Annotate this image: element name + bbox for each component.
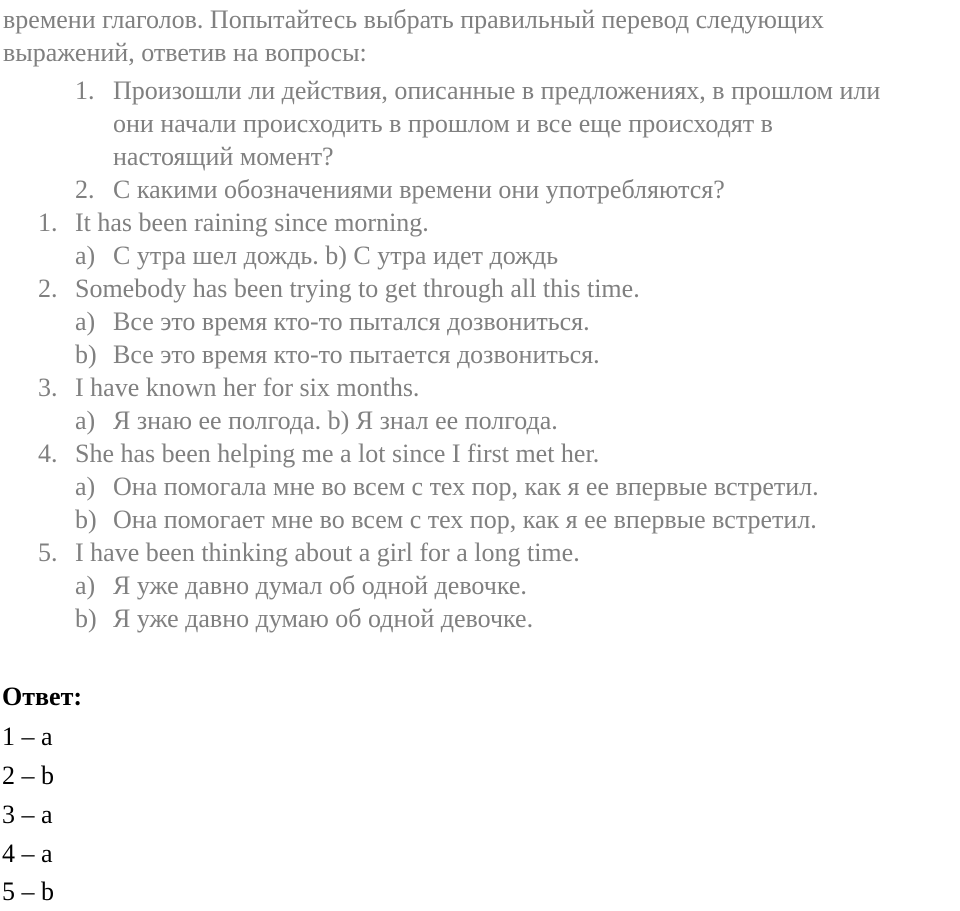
option-text: Все это время кто-то пытался дозвониться. bbox=[113, 307, 590, 336]
answer-heading: Ответ: bbox=[2, 682, 83, 711]
option-marker: a) bbox=[75, 307, 96, 336]
exercise-sentence: It has been raining since morning. bbox=[75, 208, 429, 237]
question-text: они начали происходить в прошлом и все еще происходят в bbox=[113, 109, 773, 138]
exercise-sentence: She has been helping me a lot since I first met her. bbox=[75, 439, 600, 468]
option-marker: a) bbox=[75, 406, 96, 435]
answer-item: 4 – a bbox=[2, 839, 53, 868]
option-marker: b) bbox=[75, 505, 97, 534]
answer-item: 2 – b bbox=[2, 761, 54, 790]
question-number: 2. bbox=[75, 175, 95, 204]
answer-item: 3 – a bbox=[2, 800, 53, 829]
option-marker: a) bbox=[75, 571, 96, 600]
option-text: Я знаю ее полгода. b) Я знал ее полгода. bbox=[113, 406, 558, 435]
question-text: настоящий момент? bbox=[113, 142, 334, 171]
option-text: Я уже давно думал об одной девочке. bbox=[113, 571, 527, 600]
option-text: Все это время кто-то пытается дозвониться. bbox=[113, 340, 600, 369]
option-text: Она помогает мне во всем с тех пор, как я ее впервые встретил. bbox=[113, 505, 817, 534]
question-number: 1. bbox=[75, 76, 95, 105]
intro-line-1: времени глаголов. Попытайтесь выбрать правильный перевод следующих bbox=[3, 5, 824, 34]
option-marker: a) bbox=[75, 241, 96, 270]
exercise-sentence: Somebody has been trying to get through all this time. bbox=[75, 274, 640, 303]
exercise-number: 3. bbox=[38, 373, 58, 402]
option-text: Она помогала мне во всем с тех пор, как я ее впервые встретил. bbox=[113, 472, 819, 501]
exercise-number: 2. bbox=[38, 274, 58, 303]
option-text: Я уже давно думаю об одной девочке. bbox=[113, 604, 534, 633]
exercise-sentence: I have known her for six months. bbox=[75, 373, 420, 402]
exercise-number: 1. bbox=[38, 208, 58, 237]
exercise-sentence: I have been thinking about a girl for a long time. bbox=[75, 538, 580, 567]
intro-line-2: выражений, ответив на вопросы: bbox=[3, 38, 367, 67]
answer-item: 5 – b bbox=[2, 877, 54, 906]
exercise-number: 5. bbox=[38, 538, 58, 567]
question-text: С какими обозначениями времени они употребляются? bbox=[113, 175, 725, 204]
option-marker: b) bbox=[75, 604, 97, 633]
option-text: С утра шел дождь. b) С утра идет дождь bbox=[113, 241, 559, 270]
answer-item: 1 – a bbox=[2, 722, 53, 751]
option-marker: a) bbox=[75, 472, 96, 501]
question-text: Произошли ли действия, описанные в предложениях, в прошлом или bbox=[113, 76, 881, 105]
option-marker: b) bbox=[75, 340, 97, 369]
exercise-number: 4. bbox=[38, 439, 58, 468]
